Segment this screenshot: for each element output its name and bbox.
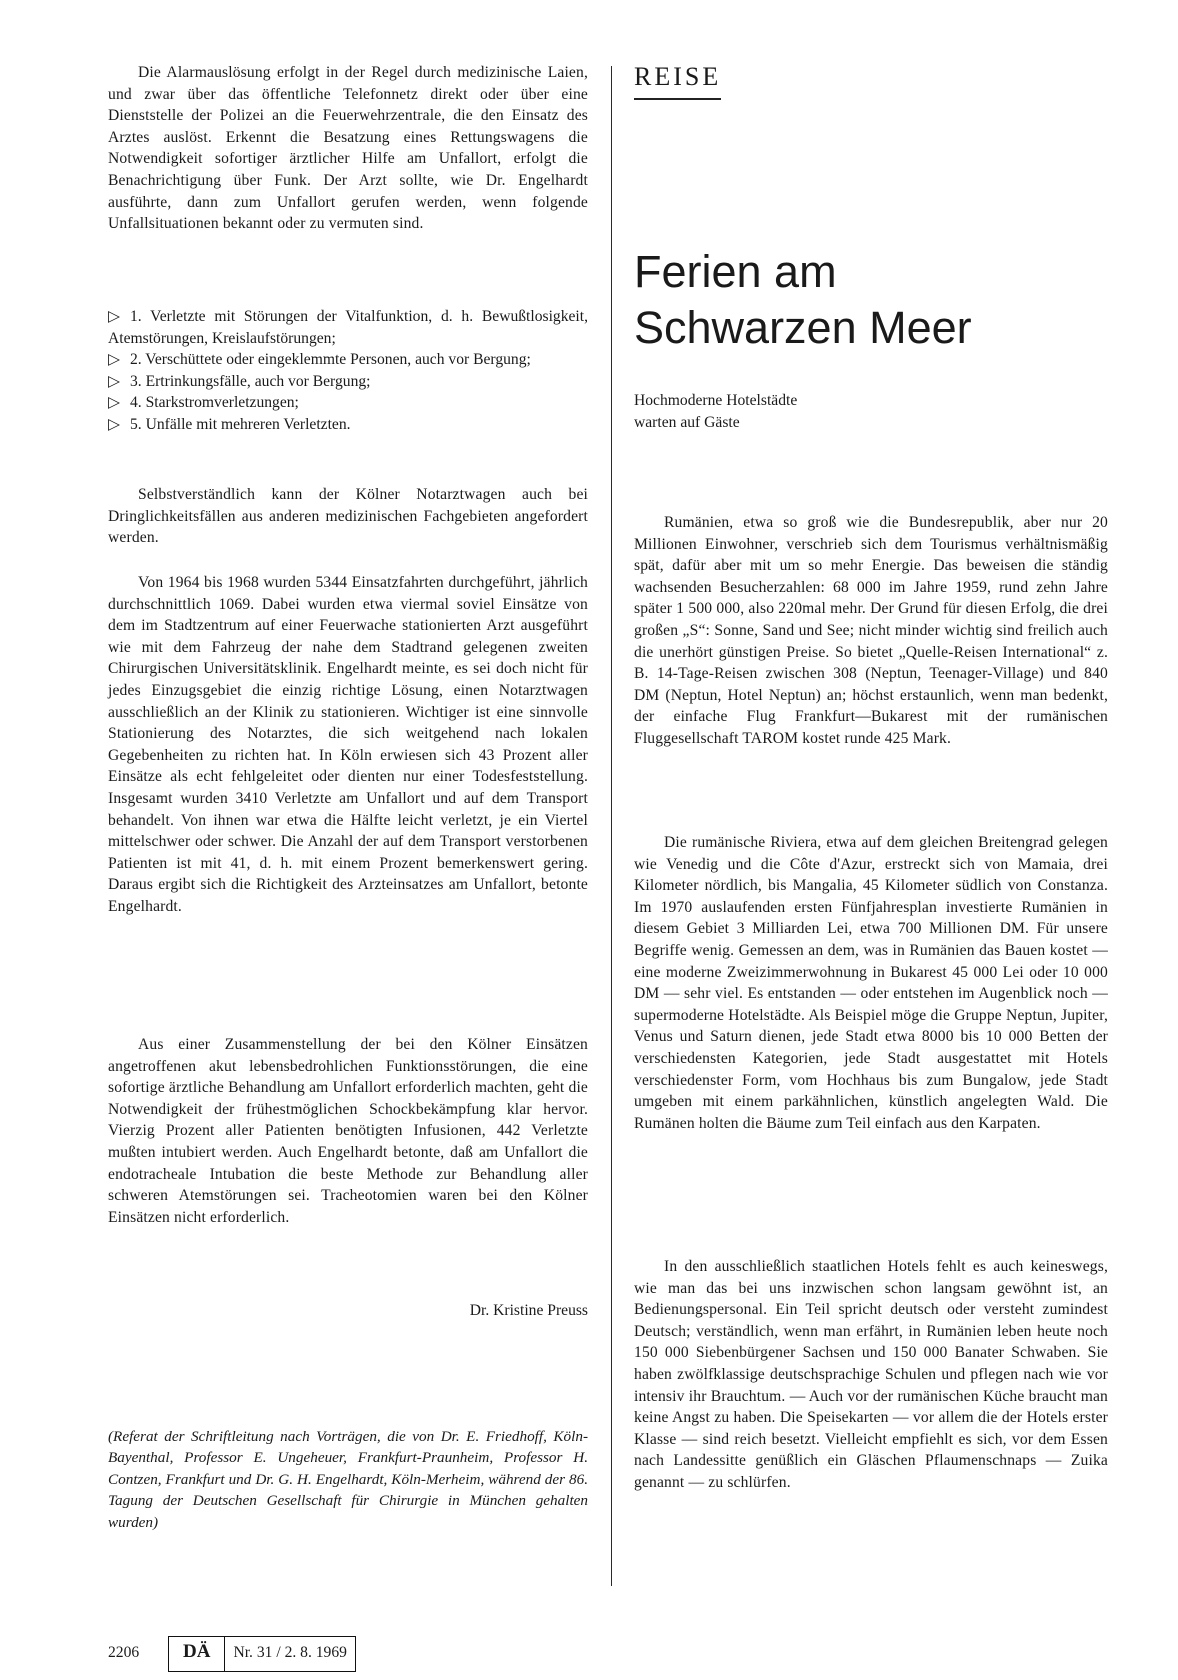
triangle-outline-right-icon: ▷: [108, 394, 120, 412]
page-footer: [108, 1636, 588, 1672]
column-divider: [611, 66, 612, 1586]
article-subhead: [634, 390, 797, 433]
triangle-outline-right-icon: ▷: [108, 351, 120, 369]
triangle-outline-right-icon: ▷: [108, 372, 120, 390]
body-paragraph: Selbstverständlich kann der Kölner Notarztwagen auch bei Dringlichkeitsfällen aus anderen medizinischen Fachgebieten angefordert werden.: [108, 486, 588, 547]
list-item: ▷ 2. Verschüttete oder eingeklemmte Personen, auch vor Bergung;: [108, 349, 588, 371]
body-paragraph: In den ausschließlich staatlichen Hotels fehlt es auch keineswegs, wie man das bei uns inzwischen schon langsam gewöhnt ist, an Bedienungspersonal. Ein Teil spricht deutsch oder versteht zumindest Deutsch; verständlich, wenn man erfährt, in Rumänien leben heute noch 150 000 Siebenbürgener Sachsen und 150 000 Banater Schwaben. Sie haben zwölfklassige deutschsprachige Schulen und pflegen nach wie vor intensiv ihr Brauchtum. — Auch vor der rumänischen Küche braucht man keine Angst zu haben. Die Speisekarten — vor allem die der Hotels erster Klasse — sind reich besetzt. Vielleicht empfiehlt es sich, vor dem Essen nach Landessitte genüßlich ein Gläschen Pflaumenschnaps — Zuika genannt — zu schlürfen.: [634, 1258, 1108, 1491]
author-signature: Dr. Kristine Preuss: [469, 1302, 588, 1319]
body-paragraph: Die Alarmauslösung erfolgt in der Regel durch medizinische Laien, und zwar über das öffentliche Telefonnetz direkt oder über eine Dienststelle der Polizei an die Feuerwehrzentrale, die den Einsatz des Arztes auslöst. Erkennt die Besatzung eines Rettungswagens die Notwendigkeit sofortiger ärztlicher Hilfe am Unfallort, erfolgt die Benachrichtigung über Funk. Der Arzt sollte, wie Dr. Engelhardt ausführte, dann zum Unfallort gerufen werden, wenn folgende Unfallsituationen bekannt oder zu vermuten sind.: [108, 64, 588, 233]
body-paragraph: Aus einer Zusammenstellung der bei den Kölner Einsätzen angetroffenen akut lebensbedrohlichen Funktionsstörungen, die eine sofortige ärztliche Behandlung am Unfallort erforderlich machten, geht die Notwendigkeit der frühestmöglichen Schockbekämpfung klar hervor. Vierzig Prozent aller Patienten benötigten Infusionen, 442 Verletzte mußten intubiert werden. Auch Engelhardt betonte, daß am Unfallort die endotracheale Intubation die beste Methode zur Behandlung aller schweren Atemstörungen sei. Tracheotomien waren bei den Kölner Einsätzen nicht erforderlich.: [108, 1036, 588, 1226]
section-rubric: REISE: [634, 62, 721, 100]
issue-info: Nr. 31 / 2. 8. 1969: [233, 1644, 347, 1661]
triangle-outline-right-icon: ▷: [108, 308, 120, 325]
list-item: ▷ 3. Ertrinkungsfälle, auch vor Bergung;: [108, 371, 588, 393]
unfall-list: [108, 306, 588, 436]
subhead-line: warten auf Gäste: [634, 413, 740, 431]
body-paragraph: Die rumänische Riviera, etwa auf dem gleichen Breitengrad gelegen wie Venedig und die Côte d'Azur, erstreckt sich von Mamaia, drei Kilometer nördlich, bis Mangalia, 45 Kilometer südlich von Constanza. Im 1970 auslaufenden ersten Fünfjahresplan investierte Rumänien in diesem Gebiet 3 Milliarden Lei, etwa 700 Millionen DM. Für unsere Begriffe wenig. Gemessen an dem, was in Rumänien das Bauen kostet — eine moderne Zweizimmerwohnung in Bukarest 45 000 Lei oder 10 000 DM — sehr viel. Es entstanden — oder entstehen im Augenblick noch — supermoderne Hotelstädte. Als Beispiel möge die Gruppe Neptun, Jupiter, Venus und Saturn dienen, jede Stadt etwa 8000 bis 10 000 Betten der verschiedensten Kategorien, jede Stadt ausgestattet mit Hotels verschiedenster Form, vom Hochhaus bis zum Bungalow, jede Stadt umgeben mit einem parkähnlichen, künstlich angelegten Wald. Die Rumänen holten die Bäume zum Teil einfach aus den Karpaten.: [634, 834, 1108, 1132]
journal-logo: DÄ: [169, 1637, 225, 1671]
source-note: (Referat der Schriftleitung nach Vorträgen, die von Dr. E. Friedhoff, Köln-Bayenthal, Professor E. Ungeheuer, Frankfurt-Praunheim, Professor H. Contzen, Frankfurt und Dr. G. H. Engelhardt, Köln-Merheim, während der 86. Tagung der Deutschen Gesellschaft für Chirurgie in München gehalten wurden): [108, 1428, 588, 1531]
subhead-line: Hochmoderne Hotelstädte: [634, 392, 798, 409]
list-item: ▷ 1. Verletzte mit Störungen der Vitalfunktion, d. h. Bewußtlosigkeit, Atemstörungen, Kreislaufstörungen;: [108, 308, 588, 347]
list-item: ▷ 5. Unfälle mit mehreren Verletzten.: [108, 414, 588, 436]
headline-line: Schwarzen Meer: [634, 302, 972, 353]
body-paragraph: Von 1964 bis 1968 wurden 5344 Einsatzfahrten durchgeführt, jährlich durchschnittlich 1069. Dabei wurden etwa viermal soviel Einsätze von dem im Stadtzentrum auf einer Feuerwache stationierten Arzt ausgeführt wie mit dem Fahrzeug der nahe dem Stadtrand gelegenen zweiten Chirurgischen Universitätsklinik. Engelhardt meinte, es sei doch nicht für jedes Einzugsgebiet die einzig richtige Lösung, einen Notarztwagen ausschließlich an der Klinik zu stationieren. Wichtiger ist eine sinnvolle Stationierung des Notarztes, die sich weitgehend nach lokalen Gegebenheiten zu richten hat. In Köln erwiesen sich 43 Prozent aller Einsätze als echt fehlgeleitet oder dienten nur einer Todesfeststellung. Insgesamt wurden 3410 Verletzte am Unfallort und auf dem Transport behandelt. Von ihnen war etwa die Hälfte leicht verletzt, je ein Viertel mittelschwer oder schwer. Die Anzahl der auf dem Transport verstorbenen Patienten ist mit 41, d. h. mit einem Prozent bemerkenswert gering. Daraus ergibt sich die Richtigkeit des Arzteinsatzes am Unfallort, betonte Engelhardt.: [108, 574, 588, 915]
body-paragraph: Rumänien, etwa so groß wie die Bundesrepublik, aber nur 20 Millionen Einwohner, verschrieb sich dem Tourismus verhältnismäßig spät, dafür aber mit um so mehr Energie. Das beweisen die ständig wachsenden Besucherzahlen: 68 000 im Jahre 1959, rund zehn Jahre später 1 500 000, also 220mal mehr. Der Grund für diesen Erfolg, die drei großen „S“: Sonne, Sand und See; nicht minder wichtig sind freilich auch die unerhört günstigen Preise. So bietet „Quelle-Reisen International“ z. B. 14-Tage-Reisen zwischen 308 (Neptun, Teenager-Village) und 840 DM (Neptun, Hotel Neptun) an; höchst erstaunlich, wenn man bedenkt, der einfache Flug Frankfurt—Bukarest mit der rumänischen Fluggesellschaft TAROM kostet runde 425 Mark.: [634, 514, 1108, 747]
page-number: 2206: [108, 1644, 140, 1661]
article-headline: [634, 244, 1108, 356]
triangle-outline-right-icon: ▷: [108, 415, 120, 433]
list-item: ▷ 4. Starkstromverletzungen;: [108, 392, 588, 414]
issue-box: [168, 1636, 356, 1672]
headline-line: Ferien am: [634, 246, 837, 297]
